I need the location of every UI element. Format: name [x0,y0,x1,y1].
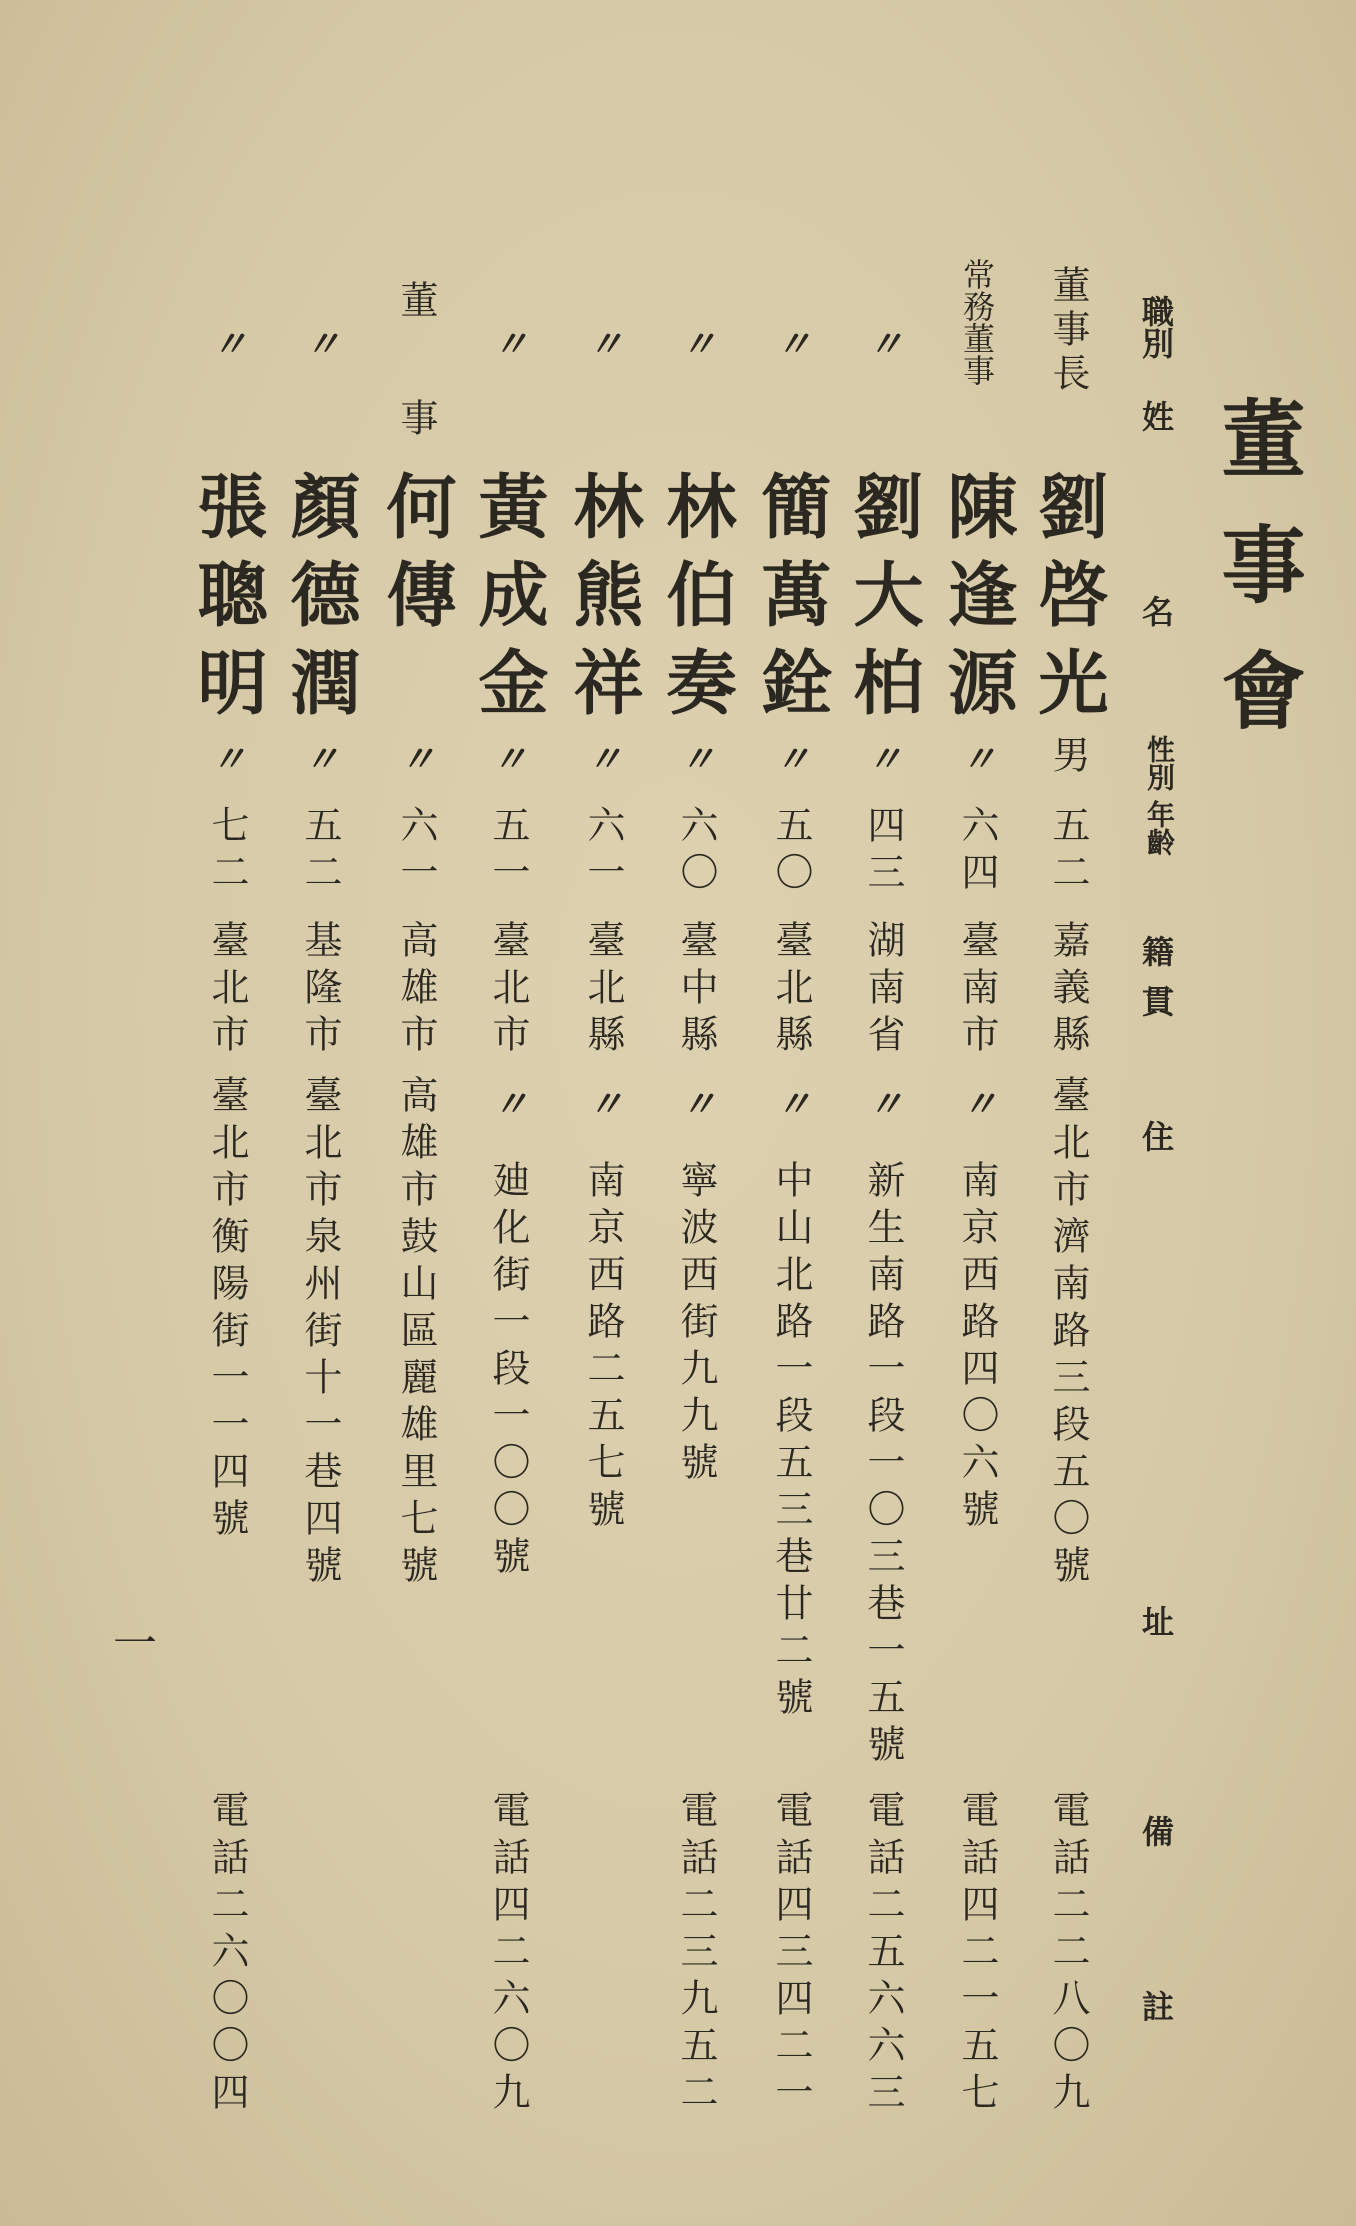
address-ditto: 〃 [862,1085,904,1121]
page-title: 董事會 [1208,395,1307,773]
age-cell: 六四 [955,805,999,899]
address-cell: 寧波西街九九號 [674,1160,718,1489]
gender-cell: 〃 [674,740,716,776]
header-position: 職別 [1137,295,1175,359]
address-ditto: 〃 [487,1085,529,1121]
position-cell: 董事 [394,280,438,516]
gender-cell: 〃 [861,740,903,776]
native-cell: 高雄市 [394,920,438,1061]
address-ditto: 〃 [675,1085,717,1121]
address-ditto: 〃 [582,1085,624,1121]
header-gender: 性別 [1143,735,1176,791]
name-cell: 何傳 [375,470,458,646]
remarks-cell: 電話二六〇〇四 [205,1790,249,2119]
gender-cell: 〃 [205,740,247,776]
gender-cell: 〃 [394,740,436,776]
address-cell: 廸化街一段一〇〇號 [486,1160,530,1583]
gender-cell: 〃 [769,740,811,776]
name-cell: 顏德潤 [279,470,362,734]
header-name-1: 姓 [1137,400,1175,432]
gender-cell: 〃 [298,740,340,776]
position-cell: 〃 [299,325,341,361]
age-cell: 六〇 [674,805,718,899]
page-number: 一 [105,1620,156,1664]
position-cell: 〃 [206,325,248,361]
name-cell: 陳逢源 [936,470,1019,734]
age-cell: 五二 [298,805,342,899]
native-cell: 基隆市 [298,920,342,1061]
address-ditto: 〃 [770,1085,812,1121]
header-remarks-2: 註 [1137,1990,1175,2022]
position-cell: 〃 [770,325,812,361]
position-cell: 〃 [862,325,904,361]
gender-cell: 〃 [581,740,623,776]
remarks-cell: 電話二三九五二 [674,1790,718,2119]
native-cell: 臺中縣 [674,920,718,1061]
remarks-cell: 電話四三四二一 [769,1790,813,2119]
address-cell: 高雄市鼓山區麗雄里七號 [394,1075,438,1592]
position-cell: 董事長 [1046,265,1090,397]
header-native: 籍貫 [1137,935,1175,1035]
gender-cell: 〃 [486,740,528,776]
address-cell: 臺北市濟南路三段五〇號 [1046,1075,1090,1592]
age-cell: 五一 [486,805,530,899]
header-age: 年齡 [1143,800,1176,856]
address-cell: 新生南路一段一〇三巷一五號 [861,1160,905,1771]
position-cell: 〃 [675,325,717,361]
name-cell: 林伯奏 [655,470,738,734]
gender-cell: 〃 [955,740,997,776]
native-cell: 臺北市 [486,920,530,1061]
address-cell: 中山北路一段五三巷廿二號 [769,1160,813,1724]
native-cell: 臺北縣 [769,920,813,1061]
address-cell: 南京西路二五七號 [581,1160,625,1536]
position-cell: 〃 [487,325,529,361]
name-cell: 張聰明 [186,470,269,734]
age-cell: 六一 [394,805,438,899]
remarks-cell: 電話四二一五七 [955,1790,999,2119]
header-name-2: 名 [1137,595,1175,627]
address-cell: 南京西路四〇六號 [955,1160,999,1536]
remarks-cell: 電話四二六〇九 [486,1790,530,2119]
native-cell: 湖南省 [861,920,905,1061]
name-cell: 簡萬銓 [750,470,833,734]
native-cell: 嘉義縣 [1046,920,1090,1061]
age-cell: 四三 [861,805,905,899]
name-cell: 林熊祥 [562,470,645,734]
position-cell: 常務董事 [958,258,996,386]
native-cell: 臺南市 [955,920,999,1061]
age-cell: 五〇 [769,805,813,899]
name-cell: 劉啓光 [1027,470,1110,734]
remarks-cell: 電話二五六六三 [861,1790,905,2119]
native-cell: 臺北縣 [581,920,625,1061]
header-address-1: 住 [1137,1120,1175,1152]
position-cell: 〃 [582,325,624,361]
remarks-cell: 電話二二八〇九 [1046,1790,1090,2119]
age-cell: 六一 [581,805,625,899]
address-cell: 臺北市衡陽街一一四號 [205,1075,249,1545]
address-ditto: 〃 [956,1085,998,1121]
address-cell: 臺北市泉州街十一巷四號 [298,1075,342,1592]
header-remarks-1: 備 [1137,1815,1175,1847]
gender-cell: 男 [1046,735,1090,782]
name-cell: 黃成金 [467,470,550,734]
header-address-2: 址 [1137,1605,1175,1637]
age-cell: 五二 [1046,805,1090,899]
native-cell: 臺北市 [205,920,249,1061]
age-cell: 七二 [205,805,249,899]
name-cell: 劉大柏 [842,470,925,734]
